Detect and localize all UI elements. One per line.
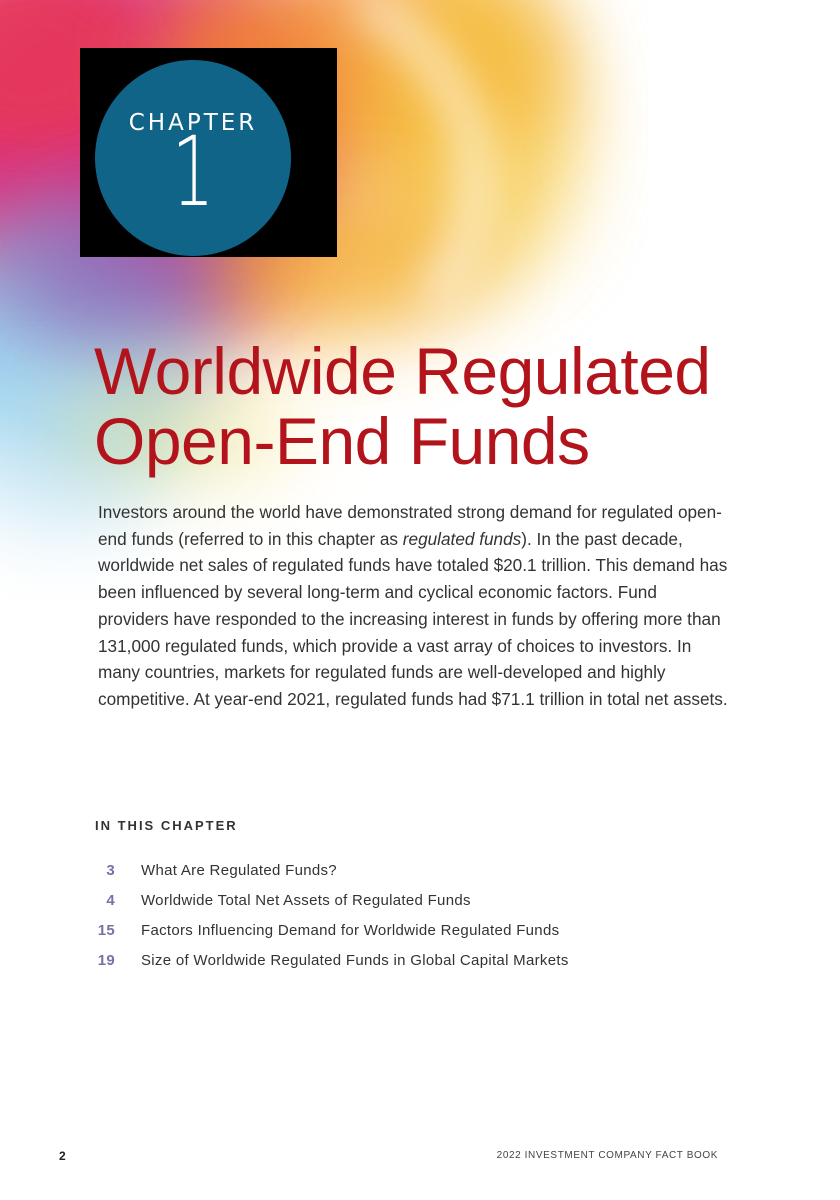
chapter-label: CHAPTER: [128, 110, 258, 136]
chapter-circle: [95, 60, 291, 256]
toc-item[interactable]: [95, 918, 735, 948]
toc-item-title: Size of Worldwide Regulated Funds in Global Capital Markets: [141, 952, 569, 969]
intro-italic-term: regulated funds: [402, 528, 522, 549]
toc-page-number: 4: [106, 892, 115, 909]
chapter-title: [94, 336, 794, 476]
intro-text-part-1: Investors around the world have demonstrated strong demand for regulated open-end funds (referred to in this chapter as: [98, 502, 722, 549]
toc-item[interactable]: [95, 858, 735, 888]
toc-item[interactable]: [95, 888, 735, 918]
chapter-number: 1: [171, 116, 215, 228]
intro-paragraph: [98, 499, 728, 713]
table-of-contents: [95, 858, 735, 978]
toc-page-number: 19: [97, 952, 115, 969]
toc-page-number: 3: [106, 862, 115, 879]
toc-item-title: What Are Regulated Funds?: [141, 862, 337, 879]
intro-text-part-2: ). In the past decade, worldwide net sales of regulated funds have totaled $20.1 trillion. This demand has been influenced by several long-term and cyclical economic factors. Fund providers have responded to the increasing interest in funds by offering more than 131,000 regulated funds, which provide a vast array of choices to investors. In many countries, markets for regulated funds are well-developed and highly competitive. At year-end 2021, regulated funds had $71.1 trillion in total net assets.: [98, 528, 728, 709]
chapter-title-line-1: Worldwide Regulated: [94, 334, 711, 408]
footer-publication-title: 2022 INVESTMENT COMPANY FACT BOOK: [496, 1150, 718, 1161]
footer-page-number: 2: [59, 1149, 66, 1163]
chapter-badge: [80, 48, 337, 257]
toc-item-title: Factors Influencing Demand for Worldwide Regulated Funds: [141, 922, 560, 939]
toc-item[interactable]: [95, 948, 735, 978]
toc-item-title: Worldwide Total Net Assets of Regulated Funds: [141, 892, 471, 909]
toc-page-number: 15: [97, 922, 115, 939]
chapter-title-line-2: Open-End Funds: [94, 404, 590, 478]
toc-heading: IN THIS CHAPTER: [95, 818, 238, 833]
